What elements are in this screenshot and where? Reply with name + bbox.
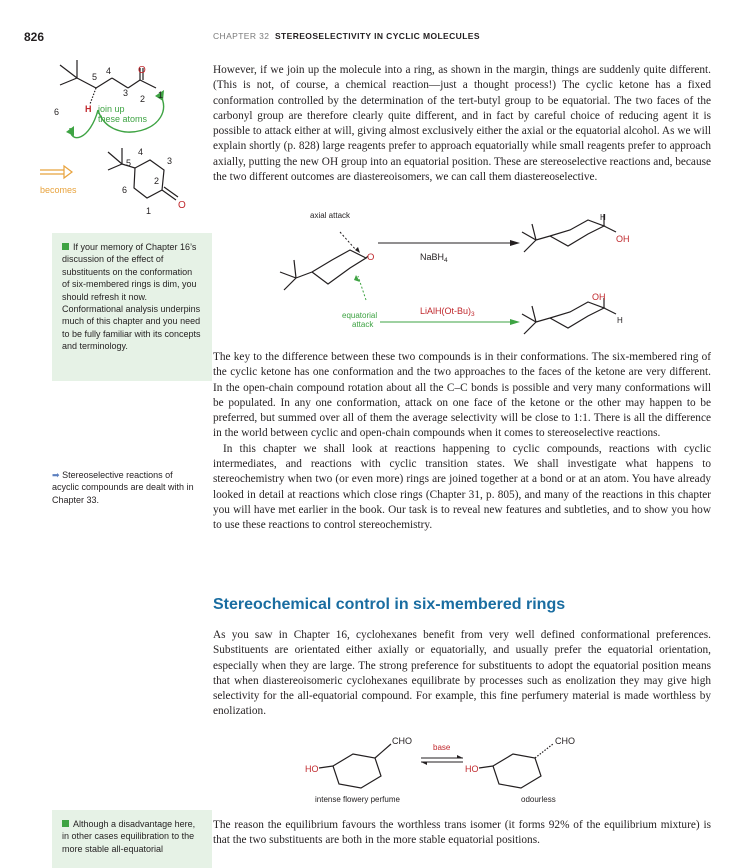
- margin-note-2-text: Stereoselective reactions of acyclic compounds are dealt with in Chapter 33.: [52, 470, 194, 505]
- paragraph-1: [213, 63, 711, 185]
- bullet-square-icon: [62, 243, 69, 250]
- join-label-1: join up: [98, 104, 125, 114]
- margin-note-2: [52, 469, 202, 506]
- equatorial-label-1: equatorial: [342, 311, 378, 320]
- ring-num-2: 2: [154, 176, 160, 186]
- ring-num-4: 4: [138, 147, 144, 157]
- becomes-label: becomes: [40, 185, 77, 195]
- margin-note-1-text: If your memory of Chapter 16’s discussion of the effect of substituents on the conformation of six-membered rings is dim, you should refresh it now. Conformational analysis underpins much of this chapter and you need to be fully familiar with its concepts and terminology.: [62, 242, 201, 352]
- bullet-square-icon: [62, 820, 69, 827]
- paragraph-4: [213, 818, 711, 849]
- running-header: [213, 31, 480, 41]
- product-top-OH: OH: [616, 234, 630, 244]
- section-heading: Stereochemical control in six-membered rings: [213, 596, 566, 613]
- equatorial-label-2: attack: [352, 320, 374, 329]
- caption-right: odourless: [521, 795, 556, 804]
- page-number: 826: [24, 30, 45, 44]
- ring-num-1: 1: [146, 206, 152, 216]
- enolization-scheme: [305, 728, 625, 808]
- ring-label-O: O: [178, 200, 186, 211]
- num-1: 1: [158, 90, 164, 100]
- ketone-O: O: [367, 252, 375, 263]
- cross-reference-arrow-icon: ➡: [52, 470, 60, 480]
- base-label: base: [433, 743, 451, 752]
- product-bottom-OH: OH: [592, 292, 606, 302]
- ring-num-5: 5: [126, 158, 132, 168]
- paragraph-2b-text: In this chapter we shall look at reactions happening to cyclic compounds, reactions with cyclic intermediates, and reactions with cyclic transition states. We shall investigate what happens to stereochemistry when two (or even more) rings are joined together at a bond or at an atom. You have already looked in detail at reactions which close rings (Chapter 31, p. 805), and many of the reactions in this chapter you will have met earlier in the book. Our task is to reveal new features and subtleties, and to show you how to use these reactions to control stereochemistry.: [213, 442, 711, 532]
- num-5: 5: [92, 72, 98, 82]
- paragraph-2a-text: The key to the difference between these two compounds is in their conformations. The six-membered ring of the cyclic ketone has one conformation and the two approaches to the faces of the ketone are very different. In the open-chain compound rotation about all the C–C bonds is possible and very many conformations will be populated. In any one conformation, attack on one face of the ketone or the other may happen to be preferred, but summed over all of them the average selectivity will be close to 1:1. There is all the difference in the world between cyclic and open-chain compounds when it comes to stereoselective reactions.: [213, 351, 711, 440]
- cho-right: CHO: [555, 736, 575, 746]
- label-H: H: [85, 104, 92, 114]
- ho-left: HO: [305, 764, 319, 774]
- paragraph-4-text: The reason the equilibrium favours the worthless trans isomer (it forms 92% of the equilibrium mixture) is that the two substituents are both in the more stable equatorial positions.: [213, 819, 711, 847]
- join-label-2: these atoms: [98, 114, 148, 124]
- axial-attack-label: axial attack: [310, 211, 351, 220]
- product-bottom-H: H: [617, 316, 623, 325]
- ring-num-3: 3: [167, 156, 173, 166]
- num-6: 6: [54, 107, 60, 117]
- caption-left: intense flowery perfume: [315, 795, 400, 804]
- cho-left: CHO: [392, 736, 412, 746]
- paragraph-3-text: As you saw in Chapter 16, cyclohexanes benefit from very well defined conformational preferences. Substituents are orientated either axially or equatorially, and usually prefer the equatorial orientation, especially when they are large. The strong preference for substituents to adopt the equatorial position means that when diastereoisomeric cyclohexanes equilibrate by processes such as enolization they may give high selectivity for the all-equatorial compound. For example, this fine perfumery material is made worthless by enolization.: [213, 629, 711, 718]
- product-top-H: H: [600, 213, 606, 222]
- paragraph-1-text: However, if we join up the molecule into a ring, as shown in the margin, things are suddenly quite different. (This is not, of course, a chemical reaction—just a thought process!) The cyclic ketone has a fixed conformation controlled by the determination of the tert-butyl group to be equatorial. The two faces of the carbonyl group are therefore clearly quite different, and in fact by careful choice of reducing agent it is possible to attack either at will, giving almost exclusively either the axial or the equatorial alcohol. As we will explain shortly (p. 828) large reagents prefer to approach equatorially while small reagents prefer to approach axially, putting the new OH group into an equatorial position. These are stereoselective reactions and, because the two different outcomes are diastereoisomers, we can call them diastereoselective.: [213, 64, 711, 184]
- num-4: 4: [106, 66, 112, 76]
- ring-num-6: 6: [122, 185, 128, 195]
- chapter-title: STEREOSELECTIVITY IN CYCLIC MOLECULES: [274, 31, 480, 41]
- reagent-lialh: $LiAlH(Ot-Bu)_3$: [420, 306, 475, 318]
- paragraph-2: [213, 350, 711, 534]
- chapter-label: CHAPTER 32: [213, 31, 270, 41]
- num-2: 2: [140, 94, 146, 104]
- becomes-arrow-icon: [40, 166, 72, 178]
- reduction-scheme: [270, 210, 710, 345]
- margin-diagram-join-ring: [40, 60, 205, 220]
- ho-right: HO: [465, 764, 479, 774]
- num-3: 3: [123, 88, 129, 98]
- margin-note-box-3: [52, 810, 212, 868]
- label-O-top: O: [138, 65, 146, 76]
- reagent-nabh4: NaBH$_4$: [420, 252, 448, 264]
- margin-note-box-1: [52, 233, 212, 381]
- margin-note-3-text: Although a disadvantage here, in other cases equilibration to the more stable all-equatorial: [62, 819, 196, 854]
- paragraph-3: [213, 628, 711, 720]
